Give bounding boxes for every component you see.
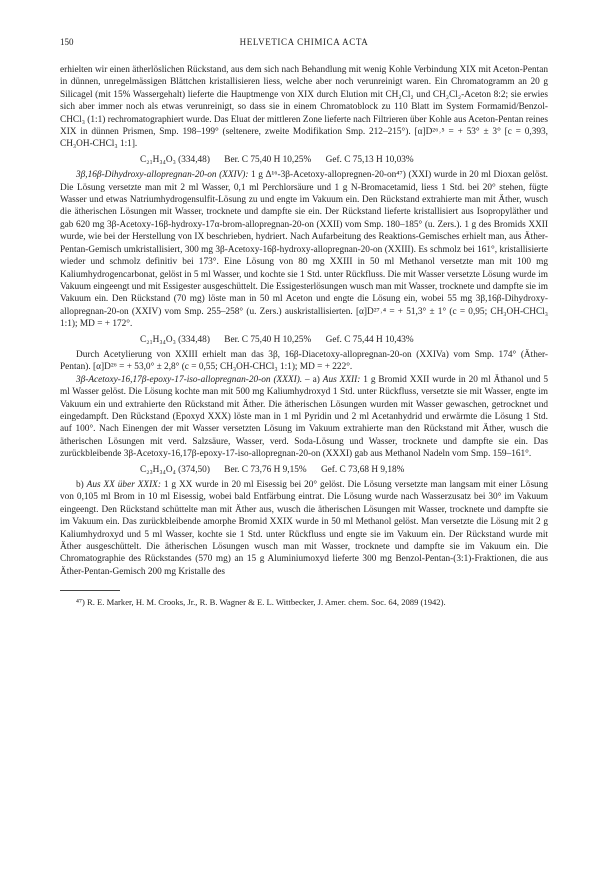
running-head xyxy=(60,36,548,50)
paragraph-text: 1 g XX wurde in 20 ml Eisessig bei 20° gelöst. Die Lösung versetzte man langsam mit einer Lösung von 0,105 ml Brom in 10 ml Eisessig, wobei bald Entfärbung eintrat. Die Lösung wurde nach Wasserzusatz bei 30° im Vakuum eingeengt. Den Rückstand schüttelte man mit Äther aus, wusch die ätherischen Lösungen mit Wasser, trocknete und dampfte sie im Vakuum ein. Das zurückbleibende amorphe Bromid XXIX wurde in 50 ml Methanol gelöst. Man versetzte die Lösung mit 2 g Kaliumhydroxyd und 5 ml Wasser, kochte sie 1 Std. unter Rückfluss und engte sie im Vakuum ein. Der Rückstand wurde mit Äther ausgeschüttelt. Die ätherischen Lösungen wusch man mit Wasser, trocknete und dampfte sie im Vakuum ein. Die Chromatographie des Rückstandes (570 mg) an 15 g Aluminiumoxyd lieferte 300 mg Benzol-Pentan-(3:1)-Fraktionen, die aus Äther-Pentan-Gemisch 200 mg Kristalle des xyxy=(60,480,549,577)
compound-title: 3β,16β-Dihydroxy-allopregnan-20-on (XXIV): xyxy=(76,170,249,181)
footnote: ⁴⁷) R. E. Marker, H. M. Crooks, Jr., R. B. Wagner & E. L. Wittbecker, J. Amer. chem. Soc. 64, 2089 (1942). xyxy=(76,597,446,608)
paragraph-label: b) xyxy=(76,480,87,490)
method-title: Aus XX über XXIX: xyxy=(86,480,161,490)
paragraph-3: Durch Acetylierung von XXIII erhielt man das 3β, 16β-Diacetoxy-allopregnan-20-on (XXIVa) vom Smp. 174° (Äther-Pentan). [α]D²⁶ = + 53,0° ± 2,8° (c = 0,55; CH₃OH-CHCl₃ 1:1); MD = + 222°. xyxy=(60,349,548,373)
analysis-calculated: Ber. C 73,76 H 9,15% xyxy=(224,464,307,475)
analysis-formula: C₂₁H₃₄O₃ (334,48) xyxy=(140,154,210,165)
compound-title: 3β-Acetoxy-16,17β-epoxy-17-iso-allopregnan-20-on (XXXI). xyxy=(76,374,303,385)
analysis-formula: C₂₃H₃₄O₄ (374,50) xyxy=(140,464,210,475)
paragraph-4 xyxy=(60,374,548,461)
paragraph-text: – a) xyxy=(302,374,323,385)
analysis-found: Gef. C 73,68 H 9,18% xyxy=(320,464,405,475)
analysis-calculated: Ber. C 75,40 H 10,25% xyxy=(224,334,312,345)
analysis-1 xyxy=(140,154,548,166)
analysis-formula: C₂₁H₃₄O₃ (334,48) xyxy=(140,334,210,345)
analysis-found: Gef. C 75,13 H 10,03% xyxy=(325,154,414,165)
analysis-found: Gef. C 75,44 H 10,43% xyxy=(325,334,414,345)
analysis-calculated: Ber. C 75,40 H 10,25% xyxy=(224,154,312,165)
analysis-3 xyxy=(140,464,548,476)
journal-title: HELVETICA CHIMICA ACTA xyxy=(239,37,369,47)
paragraph-text: 1 g Bromid XXII wurde in 20 ml Äthanol und 5 ml Wasser gelöst. Die Lösung kochte man mit 500 mg Kaliumhydroxyd 1 Std. unter Rückfluss, versetzte sie mit Wasser, engte im Vakuum ein und extrahierte den Rückstand mit Äther. Die ätherischen Lösungen wurden mit Wasser gewaschen, getrocknet und eingedampft. Den Rückstand (Epoxyd XXX) löste man in 1 ml Pyridin und 2 ml Acetanhydrid und erwärmte die Lösung 1 Std. auf 100°. Nach Einengen der mit Wasser versetzten Lösung im Vakuum extrahierte man den Rückstand mit Äther, wusch die ätherischen Lösungen mit verd. Salzsäure, Wasser, verd. Soda-Lösung und Wasser, trocknete und dampfte sie ein. Das zurückbleibende 3β-Acetoxy-16,17β-epoxy-17-iso-allopregnan-20-on (XXXI) gab aus Methanol Nadeln vom Smp. 159–161°. xyxy=(60,374,549,460)
paragraph-text: 1 g Δ¹⁶-3β-Acetoxy-allopregnen-20-on⁴⁷) (XXI) wurde in 20 ml Dioxan gelöst. Die Lösung versetzte man mit 2 ml Wasser, 0,1 ml Perchlorsäure und 1 g N-Bromacetamid, liess 1 Std. bei 20° stehen, fügte Wasser und etwas Natriumhydrogensulfit-Lösung zu und engte im Vakuum ein. Den Rückstand extrahierte man mit Äther, wusch die ätherischen Lösungen mit Wasser, trocknete und dampfte sie ein. Der Rückstand lieferte kristallisiert aus Isopropyläther und gab 620 mg 3β-Acetoxy-16β-hydroxy-17α-brom-allopregnan-20-on (XXII) vom Smp. 180–185° (u. Zers.). 1 g des Bromids XXII wurde, wie bei der Herstellung von IX beschrieben, hydriert. Nach Aufarbeitung des Reaktions-Gemisches erhielt man, aus Äther-Pentan-Gemisch umkristallisiert, 300 mg 3β-Acetoxy-16β-hydroxy-allopregnan-20-on (XXIII). Es schmolz bei 161°, kristallisierte wieder und schmolz definitiv bei 173°. Eine Lösung von 80 mg XXIII in 50 ml Methanol versetzte man mit 100 mg Kaliumhydrogencarbonat, gelöst in 5 ml Wasser, und kochte sie 1 Std. unter Rückfluss. Die mit Wasser versetzte Lösung wurde im Vakuum eingeengt und mit Essigester ausgeschüttelt. Die Essigesterlösungen wusch man mit Wasser, trocknete und dampfte sie im Vakuum ein. Den Rückstand (70 mg) löste man in 50 ml Aceton und engte die Lösung ein, wobei 55 mg 3β,16β-Dihydroxy-allopregnan-20-on (XXIV) vom Smp. 255–258° (u. Zers.) auskristallisierten. [α]D²⁷˒⁴ = + 51,3° ± 1° (c = 0,95; CH₃OH-CHCl₃ 1:1); MD = + 172°. xyxy=(60,170,548,330)
method-title: Aus XXII: xyxy=(322,374,361,385)
page-number: 150 xyxy=(60,37,74,47)
paragraph-1: erhielten wir einen ätherlöslichen Rückstand, aus dem sich nach Behandlung mit wenig Kohle Verbindung XIX mit Aceton-Pentan in dünnen, unregelmässigen Blättchen kristallisieren liess, welche aber noch verunreinigt waren. Ein Chromatogramm an 20 g Silicagel (mit 15% Wassergehalt) lieferte die Hauptmenge von XIX durch Elution mit CH₂Cl₂ und CH₂Cl₂-Aceton 8:2; sie erwies sich aber immer noch als etwas verunreinigt, so dass sie in einem Chromatoblock zu 110 Blatt im System Formamid/Benzol-CHCl₃ (1:1) rechromatographiert wurde. Das Eluat der mittleren Zone lieferte nach Filtrieren über Kohle aus Aceton-Pentan reines XIX in dünnen Prismen, Smp. 198–199° (seltenere, zweite Modifikation Smp. 212–215°). [α]D²⁶˒⁵ = + 53° ± 3° [c = 0,393, CH₃OH-CHCl₃ 1:1]. xyxy=(60,65,548,150)
footnote-rule xyxy=(60,590,120,591)
paragraph-2 xyxy=(60,169,548,330)
page xyxy=(60,36,548,608)
paragraph-5 xyxy=(60,479,548,578)
analysis-2 xyxy=(140,334,548,346)
